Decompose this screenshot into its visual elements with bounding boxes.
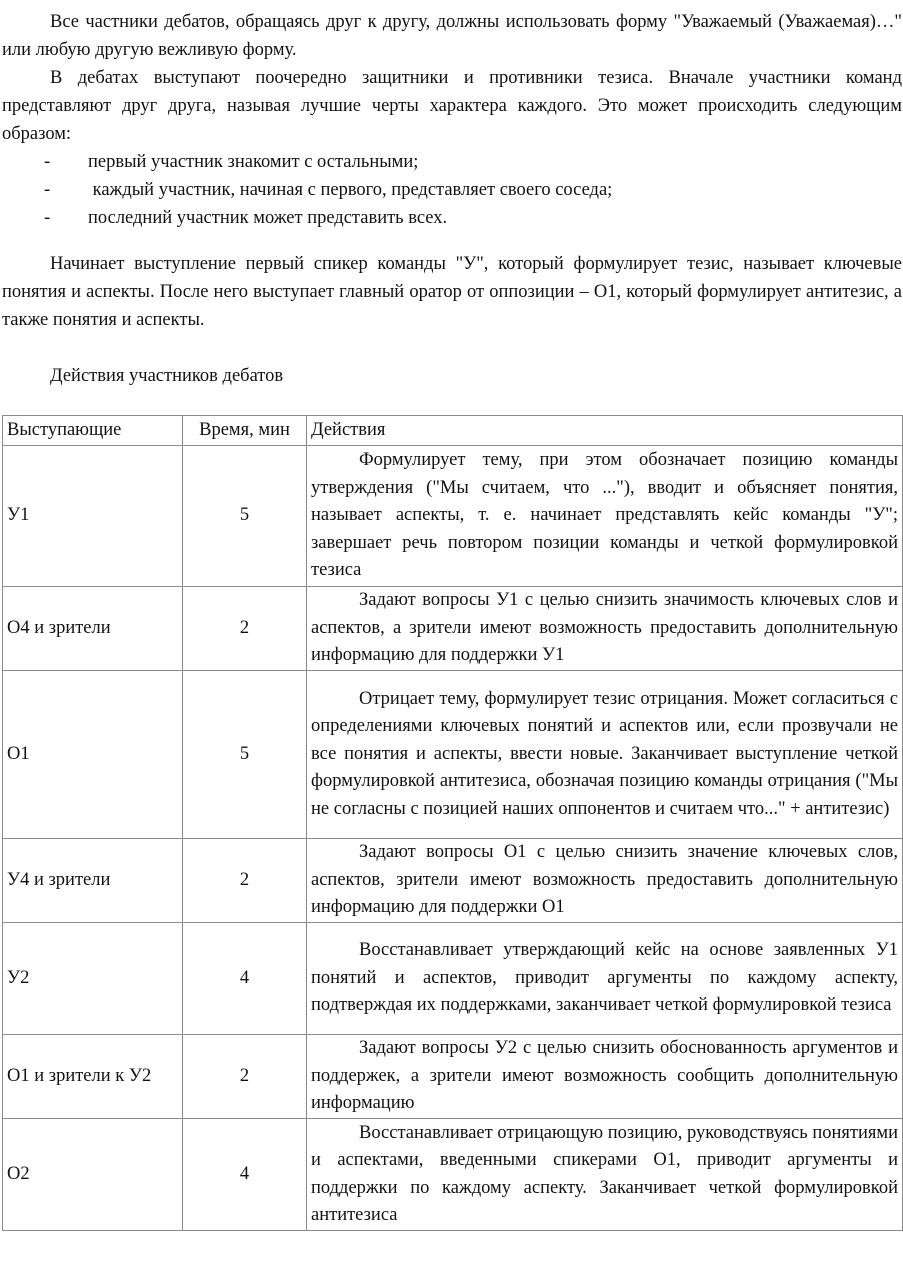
speaker-cell: О1 (3, 671, 183, 839)
action-cell: Задают вопросы О1 с целью снизить значение ключевых слов, аспектов, зрители имеют возможность предоставить дополнительную информацию для поддержки О1 (307, 839, 903, 923)
speaker-cell: О1 и зрители к У2 (3, 1035, 183, 1119)
debate-actions-table (2, 415, 903, 1231)
table-row (3, 1119, 903, 1231)
action-cell: Задают вопросы У1 с целью снизить значимость ключевых слов и аспектов, а зрители имеют возможность предоставить дополнительную информацию для поддержки У1 (307, 587, 903, 671)
bullet-dash: - (44, 152, 51, 172)
bullet-dash: - (44, 180, 51, 200)
table-heading: Действия участников дебатов (50, 366, 284, 386)
time-cell: 5 (183, 446, 307, 587)
time-cell: 2 (183, 839, 307, 923)
action-cell: Отрицает тему, формулирует тезис отрицания. Может согласиться с определениями ключевых понятий и аспектов или, если прозвучали не все понятия и аспекты, ввести новые. Заканчивает выступление четкой формулировкой антитезиса, обозначая позицию команды отрицания ("Мы не согласны с позицией наших оппонентов и считаем что..." + антитезис) (307, 671, 903, 839)
bullet-text: первый участник знакомит с остальными; (88, 152, 419, 172)
table-row (3, 587, 903, 671)
time-cell: 2 (183, 1035, 307, 1119)
table-row (3, 446, 903, 587)
speaker-cell: О2 (3, 1119, 183, 1231)
speaker-cell: У2 (3, 923, 183, 1035)
table-row (3, 923, 903, 1035)
header-time: Время, мин (183, 416, 307, 446)
bullet-dash: - (44, 208, 51, 228)
paragraph-introduction: В дебатах выступают поочередно защитники и противники тезиса. Вначале участники команд представляют друг друга, называя лучшие черты характера каждого. Это может происходить следующим образом: (2, 68, 902, 144)
paragraph-first-speaker: Начинает выступление первый спикер команды "У", который формулирует тезис, называет ключевые понятия и аспекты. После него выступает главный оратор от оппозиции – О1, который формулирует антитезис, а также понятия и аспекты. (2, 254, 902, 330)
header-speakers: Выступающие (3, 416, 183, 446)
table-row (3, 1035, 903, 1119)
speaker-cell: У4 и зрители (3, 839, 183, 923)
speaker-cell: О4 и зрители (3, 587, 183, 671)
bullet-text: каждый участник, начиная с первого, представляет своего соседа; (88, 180, 613, 200)
time-cell: 4 (183, 923, 307, 1035)
time-cell: 5 (183, 671, 307, 839)
header-actions: Действия (307, 416, 903, 446)
time-cell: 2 (183, 587, 307, 671)
bullet-text: последний участник может представить всех. (88, 208, 448, 228)
table-row (3, 839, 903, 923)
speaker-cell: У1 (3, 446, 183, 587)
action-cell: Задают вопросы У2 с целью снизить обоснованность аргументов и поддержек, а зрители имеют возможность сообщить дополнительную информацию (307, 1035, 903, 1119)
bullet-item (44, 176, 612, 204)
bullet-item (44, 148, 418, 176)
table-row (3, 671, 903, 839)
action-cell: Формулирует тему, при этом обозначает позицию команды утверждения ("Мы считаем, что ..."), вводит и объясняет понятия, называет аспекты, т. е. начинает представлять кейс команды "У"; завершает речь повтором позиции команды и четкой формулировкой тезиса (307, 446, 903, 587)
action-cell: Восстанавливает утверждающий кейс на основе заявленных У1 понятий и аспектов, приводит аргументы по каждому аспекту, подтверждая их поддержками, заканчивает четкой формулировкой тезиса (307, 923, 903, 1035)
paragraph-address-form: Все частники дебатов, обращаясь друг к другу, должны использовать форму "Уважаемый (Уважаемая)…" или любую другую вежливую форму. (2, 12, 902, 60)
time-cell: 4 (183, 1119, 307, 1231)
bullet-item (44, 204, 447, 232)
table-header-row (3, 416, 903, 446)
action-cell: Восстанавливает отрицающую позицию, руководствуясь понятиями и аспектами, введенными спикерами О1, приводит аргументы и поддержки по каждому аспекту. Заканчивает четкой формулировкой антитезиса (307, 1119, 903, 1231)
